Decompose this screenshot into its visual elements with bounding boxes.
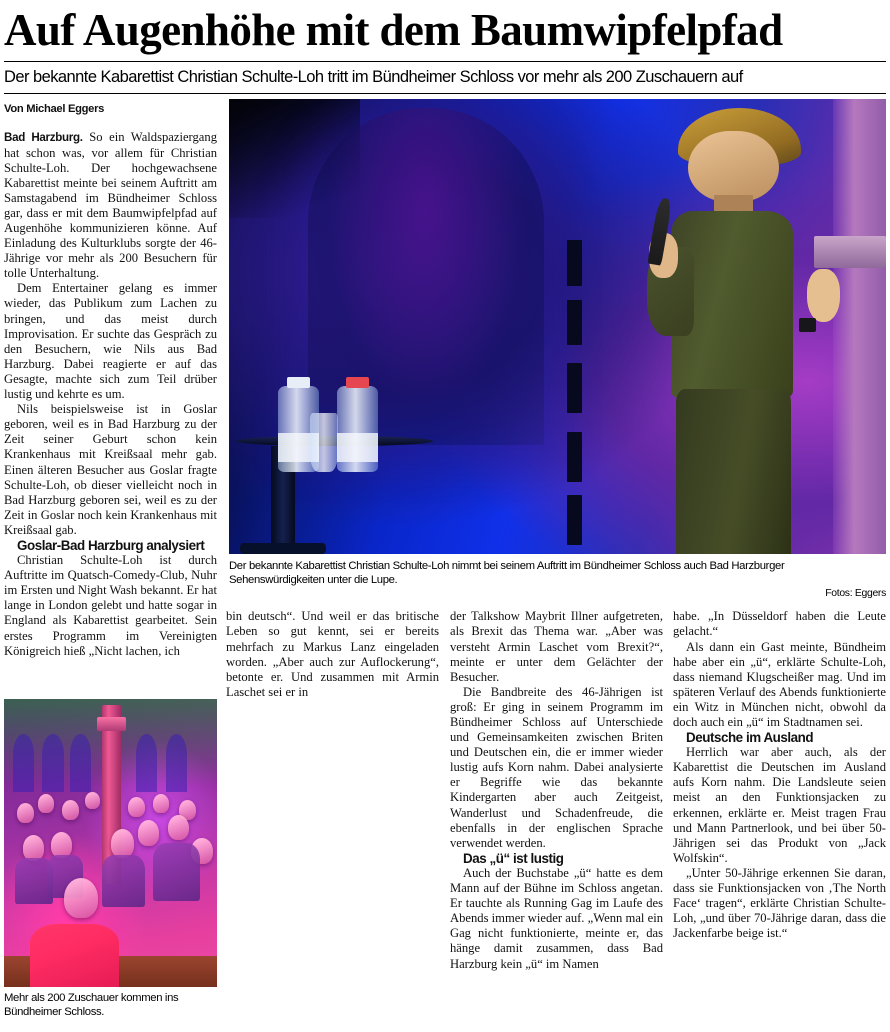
photo-audience-head bbox=[153, 794, 169, 813]
photo-performer-hand-gesture bbox=[807, 269, 841, 323]
photo-bottle-label bbox=[337, 433, 378, 462]
photo-water-bottle bbox=[337, 386, 378, 472]
audience-photo-caption: Mehr als 200 Zuschauer kommen ins Bündheimer Schloss. bbox=[4, 992, 179, 1018]
paragraph: Christian Schulte-Loh ist durch Auftritte im Quatsch-Comedy-Club, Nuhr im Ersten und Night Wash bekannt. Er hat lange in London gelebt und hatte sogar in England als Kabarettist gearbeitet. Sein erstes Programm im Vereinigten Königreich hieß „Nicht lachen, ich bbox=[4, 553, 217, 658]
newspaper-page bbox=[0, 5, 890, 1032]
photo-table-foot bbox=[240, 543, 327, 555]
photo-arch-window bbox=[136, 734, 157, 792]
main-photo-caption: Der bekannte Kabarettist Christian Schulte-Loh nimmt bei seinem Auftritt im Bündheimer Schloss auch Bad Harzburger Sehenswürdigkeiten unter die Lupe. bbox=[229, 560, 785, 586]
paragraph-lede-text: So ein Waldspaziergang hat schon was, vor allem für Christian Schulte-Loh. Der hochgewachsene Kabarettist meinte bei seinem Auftritt am Samstagabend im Bündheimer Schloss gar, dass er mit dem Baumwipfelpfad auf Augenhöhe kommunizieren könne. Auf Einladung des Kulturklubs sorgte der 46-Jährige vor mehr als 200 Besuchern für tolle Unterhaltung. bbox=[4, 130, 217, 281]
divider-top bbox=[4, 61, 886, 62]
column-1 bbox=[4, 102, 217, 658]
paragraph: Dem Entertainer gelang es immer wieder, das Publikum zum Lachen zu bringen, und das meist durch Improvisation. Er suchte das Gespräch zu den Besuchern, wie Nils aus Bad Harzburg. Dabei reagierte er auf das Gesagte, machte sich zum Teil drüber lustig und kehrte es um. bbox=[4, 281, 217, 402]
dateline: Bad Harzburg. bbox=[4, 131, 83, 145]
paragraph: bin deutsch“. Und weil er das britische Leben so gut kennt, sei er bereits mehrfach zu Markus Lanz eingeladen worden. „Aber auch zur Auflockerung“, betonte er. Und zusammen mit Armin Laschet sei er in bbox=[226, 609, 439, 699]
paragraph: Nils beispielsweise ist in Goslar geboren, weil es in Bad Harzburg zu der Zeit seiner Geburt schon kein Krankenhaus mit Kreißsaal mehr gab. Einen älteren Besucher aus Goslar fragte Schulte-Loh, ob dieser vielleicht noch in Bad Harzburg geboren sei, weil es zu der Zeit in Goslar noch kein Krankenhaus mit Kreißsaal gab. bbox=[4, 402, 217, 537]
column-3 bbox=[450, 609, 663, 971]
photo-performer-head bbox=[688, 131, 779, 202]
photo-performer bbox=[643, 108, 840, 554]
stage-photo-performer bbox=[229, 99, 886, 554]
paragraph: der Talkshow Maybrit Illner aufgetreten, als Brexit das Thema war. „Aber was versteht Armin Laschet vom Brexit?“, meinte er unter dem Gelächter der Besucher. bbox=[450, 609, 663, 684]
photo-audience-head-foreground bbox=[64, 878, 98, 918]
paragraph: Herrlich war aber auch, als der Kabarettist die Deutschen im Ausland aufs Korn nahm. Die Landsleute seien meist an den Funktionsjacken zu erkennen, erklärte er. Meist tragen Frau und Mann Partnerlook, und bei über 50-Jährigen sei das Produkt von „Jack Wolfskin“. bbox=[673, 745, 886, 865]
article-subheadline: Der bekannte Kabarettist Christian Schulte-Loh tritt im Bündheimer Schloss vor mehr als 200 Zuschauern auf bbox=[4, 67, 743, 86]
photo-window-slit bbox=[567, 363, 582, 413]
photo-window-slit bbox=[567, 300, 582, 346]
photo-arch-window bbox=[42, 734, 63, 792]
photo-window-slit bbox=[567, 432, 582, 482]
paragraph-lede bbox=[4, 130, 217, 281]
section-heading-umlaut: Das „ü“ ist lustig bbox=[463, 850, 564, 866]
photo-audience-head bbox=[17, 803, 34, 823]
photo-audience-head bbox=[62, 800, 79, 820]
paragraph: habe. „In Düsseldorf haben die Leute gelacht.“ bbox=[673, 609, 886, 639]
photo-bottle-cap bbox=[346, 377, 369, 388]
byline: Von Michael Eggers bbox=[4, 103, 105, 116]
photo-performer-watch bbox=[799, 318, 817, 332]
photo-audience-head bbox=[138, 820, 159, 846]
paragraph: Als dann ein Gast meinte, Bündheim habe aber ein „ü“, erklärte Schulte-Loh, dass niemand Klugscheißer mag. Und im späteren Verlauf des Abends funktionierte ein Witz in München nicht, obwohl da doch auch ein „ü“ im Stadtnamen sei. bbox=[673, 639, 886, 730]
photo-drinking-glass bbox=[310, 413, 338, 472]
photo-bottle-cap bbox=[287, 377, 310, 388]
photo-audience-red-shirt bbox=[30, 924, 119, 987]
photo-performer-trousers bbox=[676, 389, 790, 554]
divider-under-subheadline bbox=[4, 93, 886, 94]
column-2 bbox=[226, 609, 439, 700]
photo-audience-head bbox=[38, 794, 54, 813]
page-title: Auf Augenhöhe mit dem Baumwipfelpfad bbox=[4, 5, 783, 55]
audience-photo bbox=[4, 699, 217, 987]
photo-audience-head bbox=[51, 832, 72, 858]
photo-arch-window bbox=[13, 734, 34, 792]
photo-audience-head bbox=[128, 797, 145, 817]
photo-hall-pillar-capital bbox=[97, 717, 127, 731]
photo-arch-window bbox=[70, 734, 91, 792]
paragraph: Auch der Buchstabe „ü“ hatte es dem Mann auf der Bühne im Schloss angetan. Er tauchte als Running Gag im Laufe des Abends immer wieder auf. „Wenn mal ein Gag nicht funktionierte, meinte er, das hänge damit zusammen, dass Bad Harzburg kein „ü“ im Namen bbox=[450, 865, 663, 971]
photo-audience-head bbox=[23, 835, 44, 861]
paragraph: Die Bandbreite des 46-Jährigen ist groß: Er ging in seinem Programm im Bündheimer Schloss auf Unterschiede und Gemeinsamkeiten zwischen Briten und Deutschen ein, die er immer wieder lustig aufs Korn nahm. Dabei analysierte er Begriffe wie das bekannte Kindergarten aber auch Zeitgeist, Wanderlust und Schadenfreude, die ebenfalls in der englischen Sprache verwendet werden. bbox=[450, 684, 663, 850]
photo-pillar bbox=[833, 99, 886, 554]
photo-audience-head bbox=[85, 792, 100, 809]
section-heading-goslar: Goslar-Bad Harzburg analysiert bbox=[17, 537, 205, 553]
photo-audience-body bbox=[102, 855, 145, 907]
photo-audience-body bbox=[153, 843, 200, 901]
paragraph: „Unter 50-Jährige erkennen Sie daran, dass sie Funktionsjacken von ‚The North Face‘ tragen“, erklärte Christian Schulte-Loh, „und über 70-Jährige daran, dass die Jackenfarbe beige ist.“ bbox=[673, 865, 886, 941]
main-photo-credit: Fotos: Eggers bbox=[825, 588, 886, 600]
section-heading-ausland: Deutsche im Ausland bbox=[686, 730, 814, 746]
photo-window-slit bbox=[567, 495, 582, 545]
photo-arch-window bbox=[166, 734, 187, 792]
audience-photo-image bbox=[4, 699, 217, 987]
photo-audience-head bbox=[168, 815, 189, 841]
column-4 bbox=[673, 609, 886, 941]
photo-audience-head bbox=[111, 829, 134, 858]
photo-window-slit bbox=[567, 240, 582, 286]
main-photo bbox=[229, 99, 886, 554]
